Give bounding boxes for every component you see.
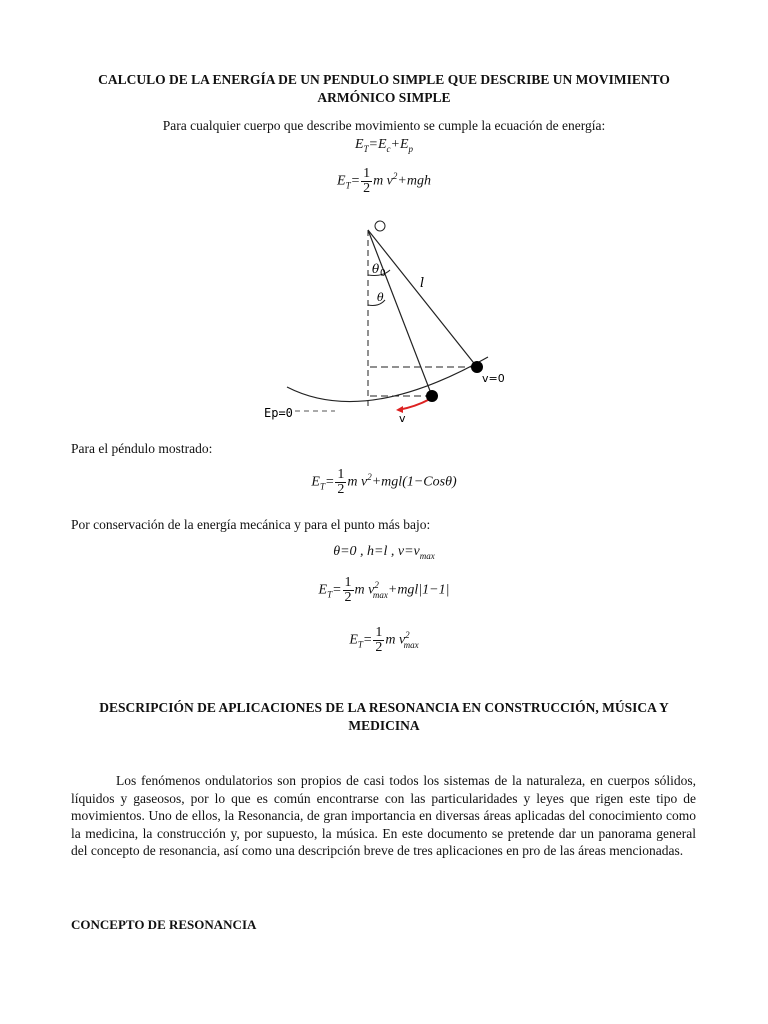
eq-term: E (337, 173, 346, 189)
eq-sup: 2 (367, 472, 372, 483)
frac-num: 1 (375, 625, 383, 640)
frac-den: 2 (344, 590, 352, 605)
frac-num: 1 (337, 467, 345, 482)
eq-term: E (349, 632, 358, 648)
equation-pendulum-energy: $E_T=$ $\frac{1}{2}$ m $v^2+mgl(1-Cos\theta)$ (311, 467, 457, 497)
label-v0: v=0 (482, 372, 505, 385)
equation-substituted: $E_T=$ $\frac{1}{2}$ m $v^2_{max}+mgl|1-1|$ (318, 575, 450, 605)
eq-term: E (311, 474, 320, 490)
section-heading-resonance-concept: CONCEPTO DE RESONANCIA (71, 917, 257, 932)
frac-den: 2 (375, 640, 383, 655)
fraction (335, 468, 346, 497)
eq-term: m v (373, 173, 393, 189)
frac-den: 2 (337, 482, 345, 497)
eq-term: m v (385, 632, 406, 648)
eq-sub: T (345, 180, 351, 191)
eq-sub: p (408, 143, 414, 154)
eq-sub: T (319, 481, 325, 492)
label-ep-zero: Ep=0 (264, 406, 293, 420)
eq-sub: T (327, 589, 333, 600)
pendulum-caption: Para el péndulo mostrado: (71, 441, 213, 456)
conservation-caption: Por conservación de la energía mecánica y para el punto más bajo: (71, 517, 431, 532)
body-paragraph: Los fenómenos ondulatorios son propios de casi todos los sistemas de la naturaleza, en cuerpos sólidos, líquidos y gaseosos, por lo que es común encontrarse con las particularidades y leyes que rigen este tipo de movimientos. Uno de ellos, la Resonancia, de gran importancia en diversas áreas aplicadas del conocimiento como la medicina, la construcción y, por supuesto, la música. En este documento se pretende dar un panorama general del concepto de resonancia, así como una descripción breve de tres aplicaciones en pro de las áreas mencionadas. (71, 773, 696, 858)
eq-term: m v (354, 582, 375, 598)
frac-num: 1 (363, 166, 371, 181)
eq-term: m v (347, 474, 368, 490)
eq-term: |1−1| (418, 582, 450, 598)
equation-conditions (0, 544, 768, 561)
pendulum-bob (426, 390, 438, 402)
eq-term: (1−Cosθ) (402, 474, 457, 490)
label-theta0: θ (372, 262, 380, 276)
eq-term: θ=0 , h=l , v=v (333, 544, 420, 559)
label-theta0-sub: 0 (380, 269, 386, 279)
equation-energy-total (0, 137, 768, 154)
eq-term: E (354, 137, 364, 152)
eq-term: E (318, 582, 328, 598)
eq-sub: max (372, 589, 388, 600)
pendulum-diagram (250, 215, 520, 430)
eq-sub: max (403, 639, 419, 650)
frac-num: 1 (344, 575, 352, 590)
pendulum-string-theta0 (368, 230, 477, 367)
equation-energy-expanded: $E_T=$ $\frac{1}{2}$ m $v^2+mgh$ (337, 166, 431, 196)
eq-sup: 2 (405, 630, 410, 641)
fraction (361, 167, 372, 196)
fraction (373, 626, 384, 655)
label-theta: θ (377, 291, 384, 304)
equation-result: $E_T=$ $\frac{1}{2}$ m $v^2_{max}$ (349, 625, 419, 655)
fraction (343, 576, 354, 605)
intro-text: Para cualquier cuerpo que describe movimiento se cumple la ecuación de energía: (162, 118, 606, 133)
label-length: l (420, 276, 425, 291)
pivot-point (375, 221, 385, 231)
eq-term: =E (368, 137, 387, 152)
pendulum-arc-path (287, 357, 488, 402)
label-velocity: v (399, 412, 406, 425)
eq-sup: 2 (392, 171, 398, 182)
pendulum-string-theta (368, 230, 432, 396)
eq-sub: max (419, 550, 435, 561)
eq-sub: c (386, 143, 391, 154)
section-title-resonance-applications: DESCRIPCIÓN DE APLICACIONES DE LA RESONANCIA EN CONSTRUCCIÓN, MÚSICA Y MEDICINA (99, 700, 669, 733)
eq-sub: T (363, 143, 369, 154)
eq-term: +mgl (387, 582, 419, 598)
eq-term: +mgl (371, 474, 403, 490)
eq-term: +E (390, 137, 409, 152)
eq-term: +mgh (397, 173, 431, 189)
document-title: CALCULO DE LA ENERGÍA DE UN PENDULO SIMPLE QUE DESCRIBE UN MOVIMIENTO ARMÓNICO SIMPLE (98, 72, 670, 105)
eq-sup: 2 (374, 580, 379, 591)
eq-sub: T (357, 639, 363, 650)
frac-den: 2 (363, 181, 371, 196)
